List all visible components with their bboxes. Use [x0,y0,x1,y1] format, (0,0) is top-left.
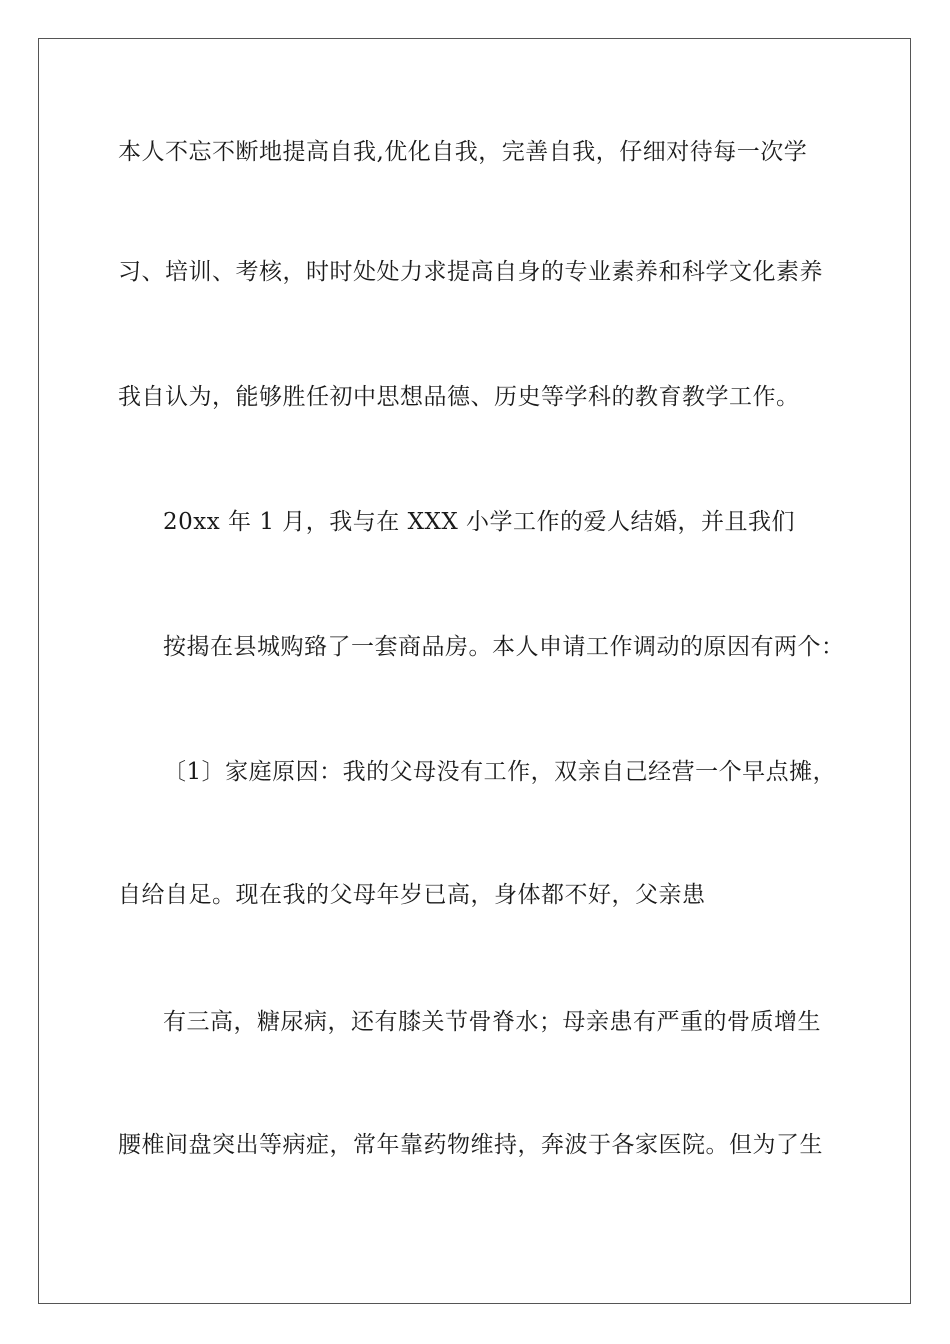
text-line-9: 腰椎间盘突出等病症，常年靠药物维持，奔波于各家医院。但为了生 [118,1132,823,1158]
text-line-1: 本人不忘不断地提高自我,优化自我，完善自我，仔细对待每一次学 [118,139,808,165]
text-line-3: 我自认为，能够胜任初中思想品德、历史等学科的教育教学工作。 [118,384,800,410]
page-frame [38,38,911,1304]
text-line-4: 20xx 年 1 月，我与在 XXX 小学工作的爱人结婚，并且我们 [163,509,796,535]
text-line-8: 有三高，糖尿病，还有膝关节骨脊水；母亲患有严重的骨质增生 [163,1009,821,1035]
text-line-5: 按揭在县城购臵了一套商品房。本人申请工作调动的原因有两个： [163,634,845,660]
text-line-7: 自给自足。现在我的父母年岁已高，身体都不好，父亲患 [118,882,706,908]
text-line-6: 〔1〕家庭原因：我的父母没有工作，双亲自己经营一个早点摊， [163,759,837,785]
text-line-2: 习、培训、考核，时时处处力求提高自身的专业素养和科学文化素养 [118,259,823,285]
